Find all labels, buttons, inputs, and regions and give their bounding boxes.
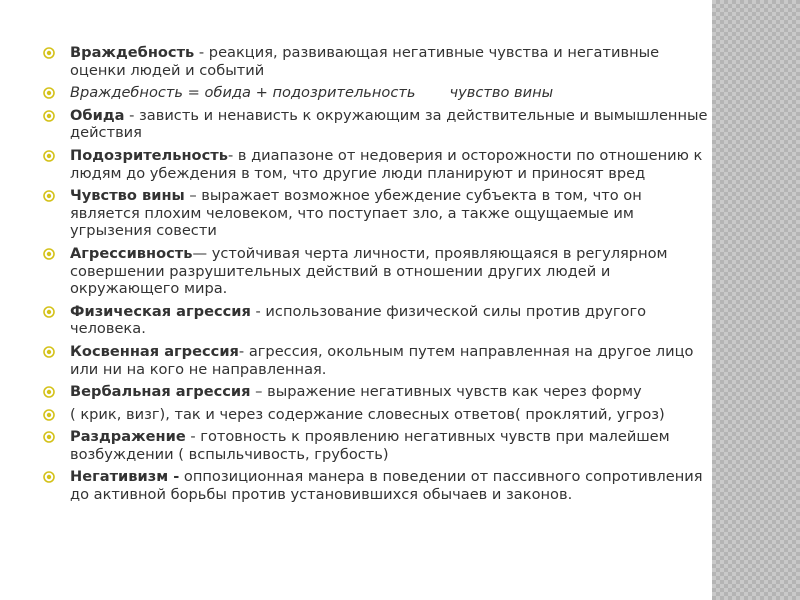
term-guilt: Чувство вины [70, 187, 185, 205]
circle-bullet-icon [42, 247, 56, 261]
list-item [42, 343, 710, 378]
circle-bullet-icon [42, 189, 56, 203]
formula-text: Враждебность = обида + подозрительность [70, 84, 416, 102]
term-resentment: Обида [70, 106, 125, 124]
definition-text: - готовность к проявлению негативных чувств при малейшем возбуждении ( вспыльчивость, грубость) [70, 428, 670, 463]
circle-bullet-icon [42, 470, 56, 484]
definition-text: - агрессия, окольным путем направленная на другое лицо или ни на кого не направленная. [70, 342, 694, 378]
definition-text: - реакция, развивающая негативные чувства и негативные оценки людей и событий [70, 44, 660, 79]
list-item [42, 406, 710, 424]
circle-bullet-icon [42, 46, 56, 60]
term-aggressiveness: Агрессивность [70, 244, 193, 262]
circle-bullet-icon [42, 430, 56, 444]
term-physical-aggression: Физическая агрессия [70, 302, 251, 320]
definition-text: ( крик, визг), так и через содержание словесных ответов( проклятий, угроз) [70, 405, 665, 423]
definition-list [42, 44, 710, 509]
definition-text: – выражение негативных чувств как через форму [250, 383, 642, 401]
term-hostility: Враждебность [70, 44, 195, 61]
circle-bullet-icon [42, 385, 56, 399]
list-item [42, 44, 710, 79]
decorative-sidebar [712, 0, 800, 600]
term-suspicion: Подозрительность [70, 146, 228, 164]
circle-bullet-icon [42, 305, 56, 319]
list-item [42, 383, 710, 401]
definition-text: – выражает возможное убеждение субъекта в том, что он является плохим человеком, что поступает зло, а также ощущаемые им угрызения совести [70, 187, 642, 240]
circle-bullet-icon [42, 149, 56, 163]
circle-bullet-icon [42, 408, 56, 422]
list-item [42, 187, 710, 240]
list-item [42, 468, 710, 503]
list-item [42, 147, 710, 182]
term-verbal-aggression: Вербальная агрессия [70, 383, 251, 401]
list-item [42, 245, 710, 298]
definition-text: оппозиционная манера в поведении от пассивного сопротивления до активной борьбы против установившихся обычаев и законов. [70, 468, 703, 504]
list-item [42, 84, 710, 102]
definition-text: - в диапазоне от недоверия и осторожности по отношению к людям до убеждения в том, что другие люди планируют и приносят вред [70, 146, 703, 182]
definition-text: — устойчивая черта личности, проявляющаяся в регулярном совершении разрушительных действий в отношении других людей и окружающего мира. [70, 244, 668, 298]
circle-bullet-icon [42, 86, 56, 100]
circle-bullet-icon [42, 109, 56, 123]
definition-text: - зависть и ненависть к окружающим за действительные и вымышленные действия [70, 106, 708, 142]
definition-text: - использование физической силы против другого человека. [70, 302, 647, 338]
term-negativism: Негативизм - [70, 468, 180, 486]
formula-text-guilt: чувство вины [449, 84, 554, 102]
term-irritation: Раздражение [70, 428, 186, 446]
term-indirect-aggression: Косвенная агрессия [70, 342, 239, 360]
list-item [42, 107, 710, 142]
circle-bullet-icon [42, 345, 56, 359]
list-item [42, 428, 710, 463]
list-item [42, 303, 710, 338]
